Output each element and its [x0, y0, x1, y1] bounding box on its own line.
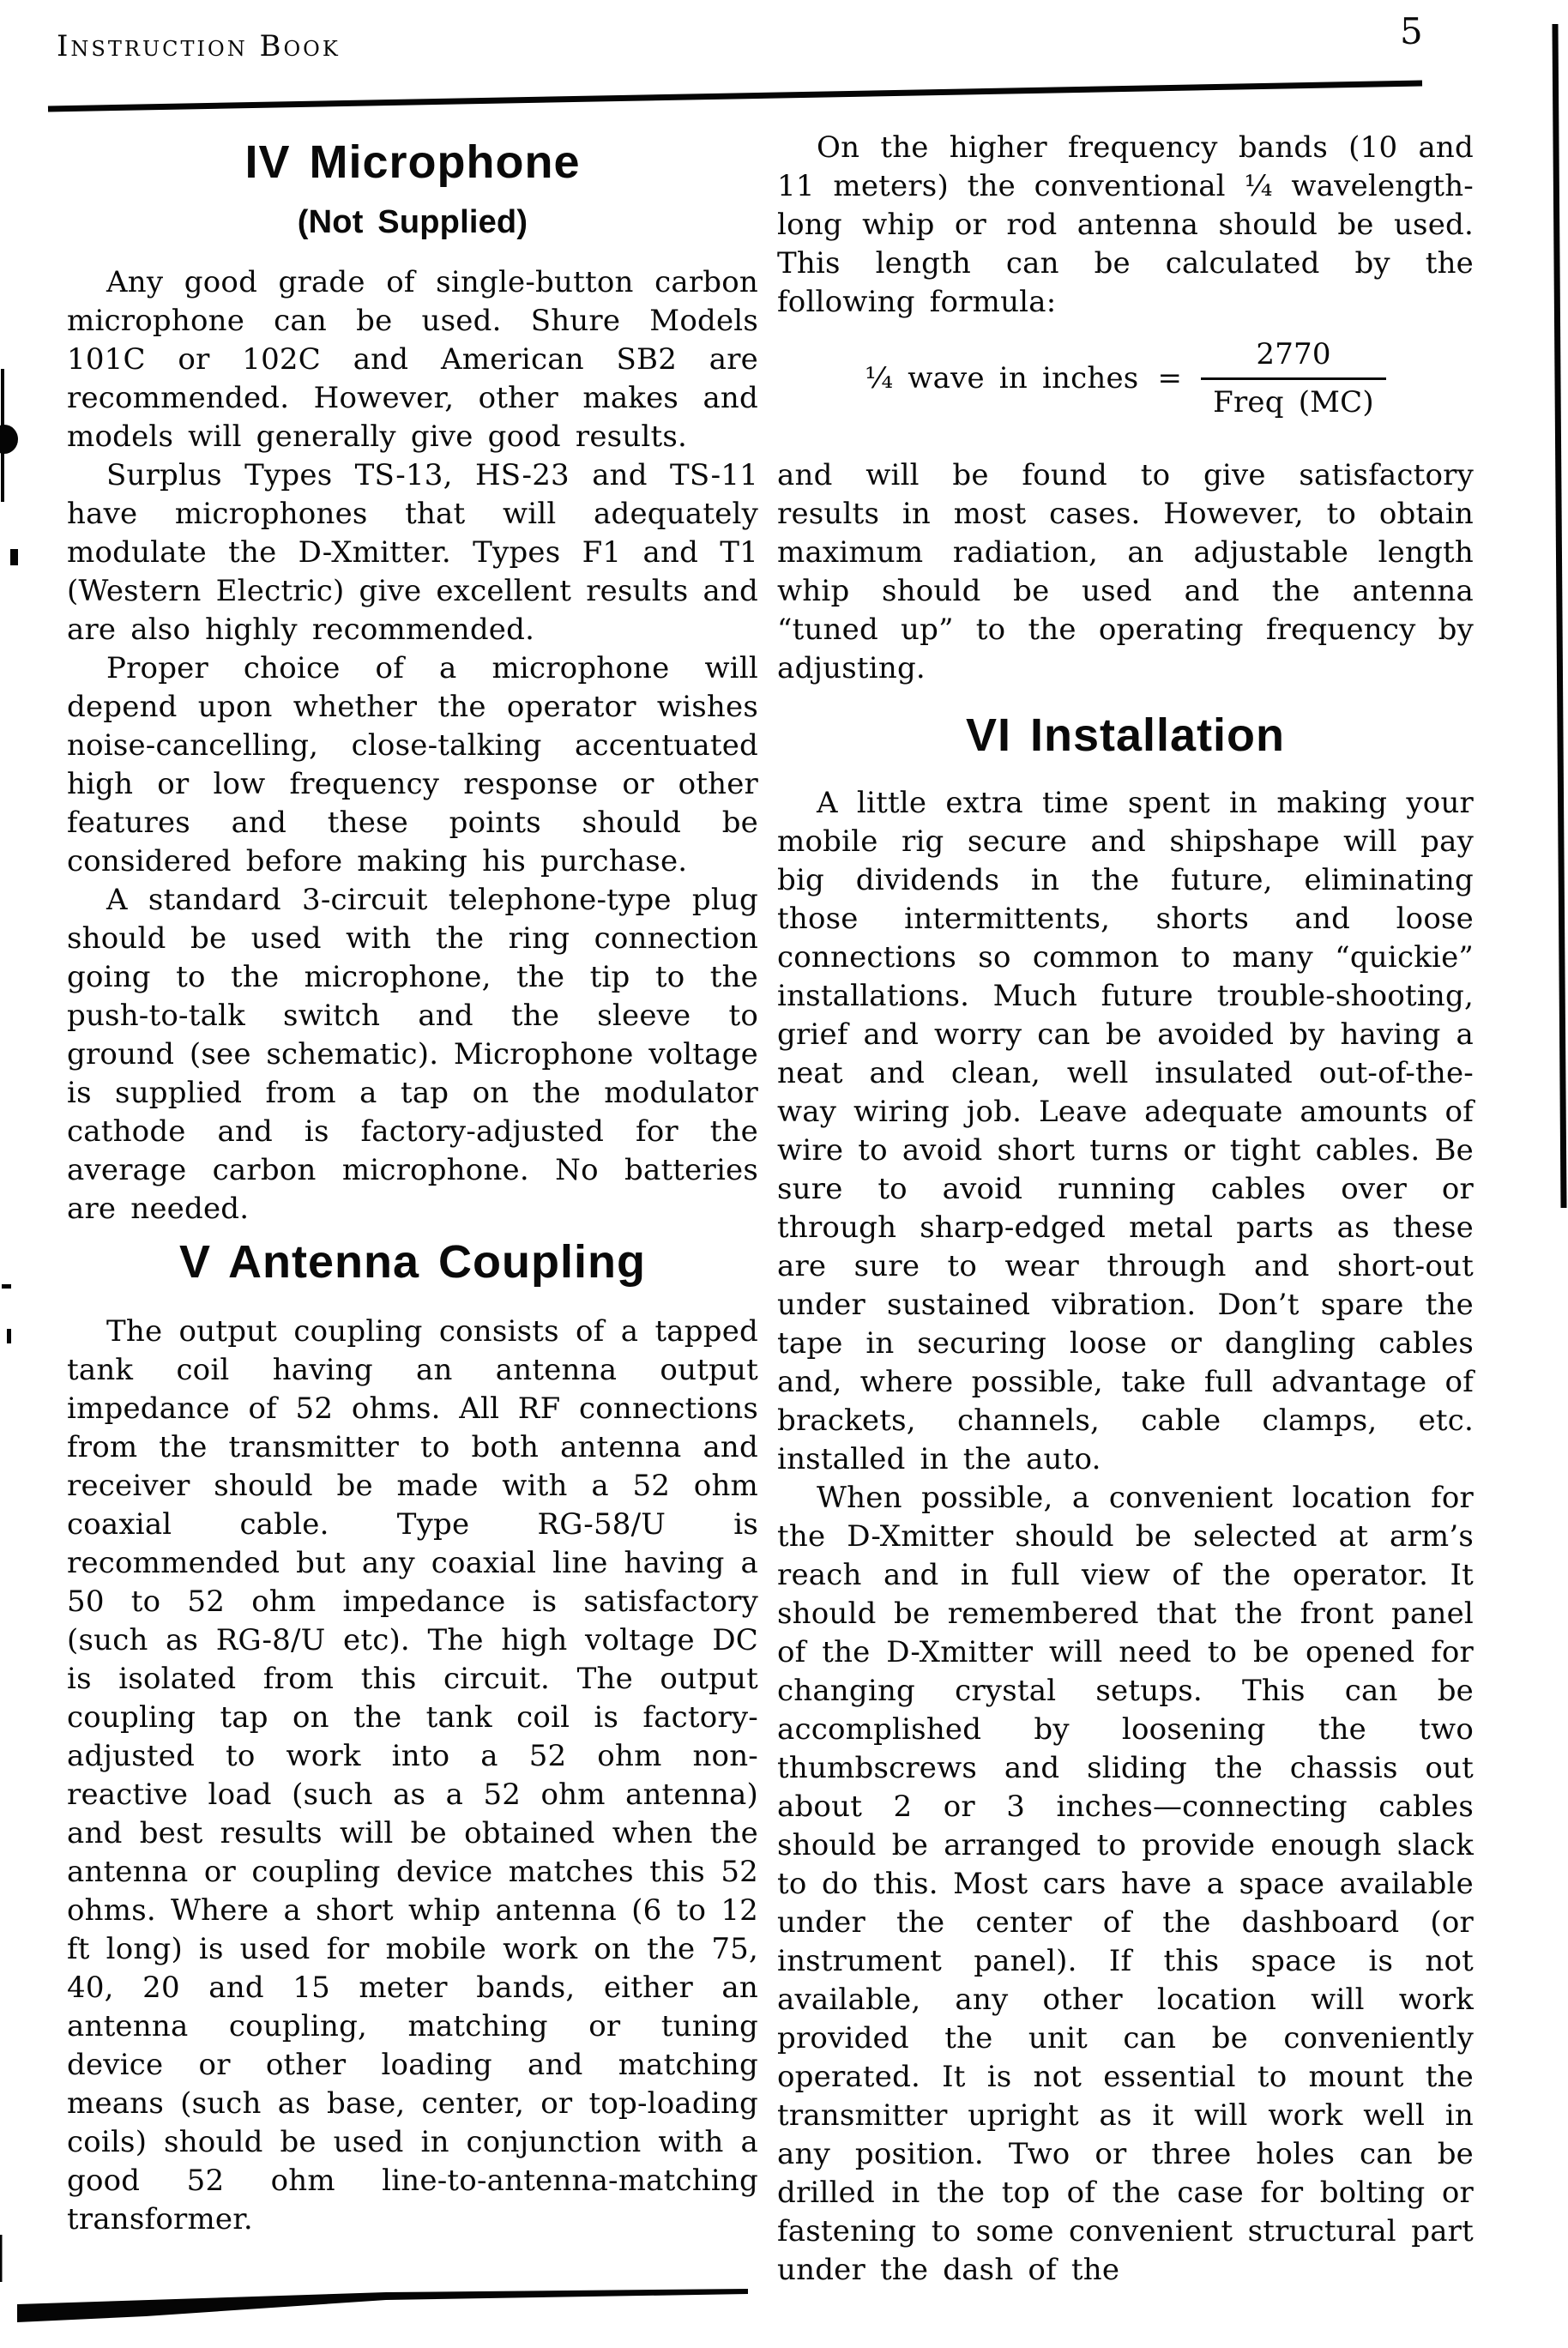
- formula-denominator: Freq (MC): [1201, 377, 1386, 422]
- paragraph-microphone-1: Any good grade of single-button carbon microphone can be used. Shure Models 101C or 102C and American SB2 are recommended. However, other makes and models will generally give good results.: [67, 264, 758, 454]
- section-vi-heading: VI Installation: [965, 709, 1286, 761]
- header-rule-line: [48, 83, 1422, 109]
- page-number: 5: [1400, 10, 1423, 52]
- formula-numerator: 2770: [1256, 337, 1331, 371]
- formula-fraction: [1201, 335, 1386, 422]
- paragraph-microphone-3: Proper choice of a microphone will depend upon whether the operator wishes noise-cancelling, close-talking accentuated high or low frequency response or other features and these points should be considered before making his purchase.: [67, 650, 758, 878]
- quarter-wave-formula: [777, 335, 1474, 422]
- right-edge-scan-line: [1555, 24, 1564, 1208]
- running-header-title: Instruction Book: [57, 29, 341, 63]
- scan-artifact-dash: [2, 1284, 11, 1289]
- scan-artifact-blob: [0, 425, 18, 454]
- left-column: [67, 137, 758, 2239]
- bottom-rule-line: [17, 2289, 748, 2322]
- paragraph-microphone-4: A standard 3-circuit telephone-type plug should be used with the ring connection going to the microphone, the tip to the push-to-talk switch and the sleeve to ground (see schematic). Microphone voltage is supplied from a tap on the modulator cathode and is factory-adjusted for the average carbon microphone. No batteries are needed.: [67, 882, 758, 1226]
- paragraph-microphone-2: Surplus Types TS-13, HS-23 and TS-11 have microphones that will adequately modulate the D-Xmitter. Types F1 and T1 (Western Electric) give excellent results and are also highly recommended.: [67, 457, 758, 647]
- paragraph-installation-2: When possible, a convenient location for the D-Xmitter should be selected at arm’s reach and in full view of the operator. It should be remembered that the front panel of the D-Xmitter will need to be opened for changing crystal setups. This can be accomplished by loosening the two thumbscrews and sliding the chassis out about 2 or 3 inches—connecting cables should be arranged to provide enough slack to do this. Most cars have a space available under the center of the dashboard (or instrument panel). If this space is not available, any other location will work provided the unit can be conveniently operated. It is not essential to mount the transmitter upright as it will work well in any position. Two or three holes can be drilled in the top of the case for bolting or fastening to some convenient structural part under the dash of the: [777, 1481, 1474, 2288]
- paragraph-antenna-coupling: The output coupling consists of a tapped tank coil having an antenna output impedance of 52 ohms. All RF connections from the transmitter to both antenna and receiver should be made with a 52 ohm coaxial cable. Type RG-58/U is recommended but any coaxial line having a 50 to 52 ohm impedance is satisfactory (such as RG-8/U etc). The high voltage DC is isolated from this circuit. The output coupling tap on the tank coil is factory-adjusted to work into a 52 ohm non-reactive load (such as a 52 ohm antenna) and best results will be obtained when the antenna or coupling device matches this 52 ohms. Where a short whip antenna (6 to 12 ft long) is used for mobile work on the 75, 40, 20 and 15 meter bands, either an antenna coupling, matching or tuning device or other loading and matching means (such as base, center, or top-loading coils) should be used in conjunction with a good 52 ohm line-to-antenna-matching transformer.: [67, 1314, 758, 2237]
- formula-equals-sign: =: [1157, 361, 1183, 395]
- section-iv-subheading: (Not Supplied): [297, 204, 528, 241]
- paragraph-whip-antenna: On the higher frequency bands (10 and 11 meters) the conventional ¼ wavelength-long whip or rod antenna should be used. This length can be calculated by the following formula:: [777, 130, 1474, 319]
- section-iv-heading: IV Microphone: [244, 136, 581, 188]
- right-column: [777, 129, 1474, 2290]
- formula-lhs: ¼ wave in inches: [865, 361, 1139, 395]
- paragraph-after-formula: and will be found to give satisfactory results in most cases. However, to obtain maximum radiation, an adjustable length whip should be used and the antenna “tuned up” to the operating frequency by adjusting.: [777, 458, 1474, 685]
- section-v-heading: V Antenna Coupling: [179, 1235, 646, 1288]
- scan-artifact-tick: [7, 1329, 11, 1343]
- scan-artifact-mark: [10, 549, 18, 565]
- paragraph-installation-1: A little extra time spent in making your mobile rig secure and shipshape will pay big dividends in the future, eliminating those intermittents, shorts and loose connections so common to many “quickie” installations. Much future trouble-shooting, grief and worry can be avoided by having a neat and clean, well insulated out-of-the-way wiring job. Leave adequate amounts of wire to avoid short turns or tight cables. Be sure to avoid running cables over or through sharp-edged metal parts as these are sure to wear through and short-out under sustained vibration. Don’t spare the tape in securing loose or dangling cables and, where possible, take full advantage of brackets, channels, cable clamps, etc. installed in the auto.: [777, 786, 1474, 1477]
